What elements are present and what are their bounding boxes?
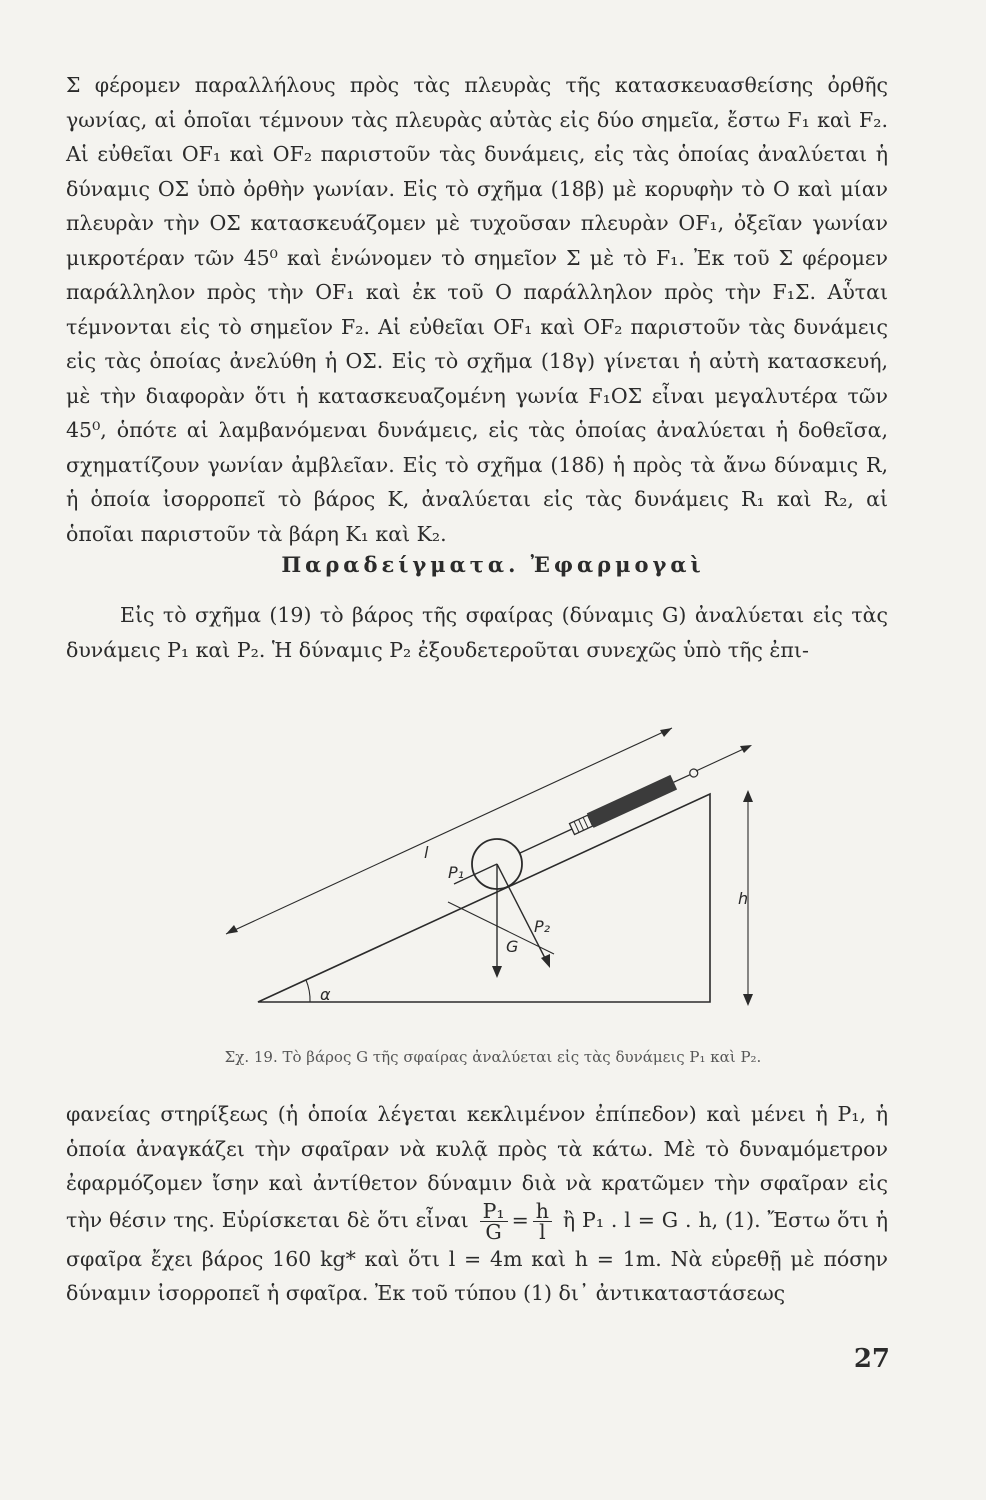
height-arrow-bottom <box>743 994 753 1006</box>
paragraph-1: Σ φέρομεν παραλλήλους πρὸς τὰς πλευρὰς τῆς κατασκευασθείσης ὀρθῆς γωνίας, αἱ ὁποῖαι τέμνουν τὰς πλευρὰς αὐτὰς εἰς δύο σημεῖα, ἔστω F₁ καὶ F₂. Αἱ εὐθεῖαι OF₁ καὶ OF₂ παριστοῦν τὰς δυνάμεις, εἰς τὰς ὁποίας ἀναλύεται ἡ δύναμις ΟΣ ὑπὸ ὀρθὴν γωνίαν. Εἰς τὸ σχῆμα (18β) μὲ κορυφὴν τὸ Ο καὶ μίαν πλευρὰν τὴν ΟΣ κατασκευάζομεν μὲ τυχοῦσαν πλευρὰν OF₁, ὀξεῖαν γωνίαν μικροτέραν τῶν 45⁰ καὶ ἑνώνομεν τὸ σημεῖον Σ μὲ τὸ F₁. Ἐκ τοῦ Σ φέρομεν παράλληλον πρὸς τὴν OF₁ καὶ ἐκ τοῦ Ο παράλληλον πρὸς τὴν F₁Σ. Αὗται τέμνονται εἰς τὸ σημεῖον F₂. Αἱ εὐθεῖαι OF₁ καὶ OF₂ παριστοῦν τὰς δυνάμεις εἰς τὰς ὁποίας ἀνελύθη ἡ ΟΣ. Εἰς τὸ σχῆμα (18γ) γίνεται ἡ αὐτὴ κατασκευή, μὲ τὴν διαφορὰν ὅτι ἡ κατασκευαζομένη γωνία F₁ΟΣ εἶναι μεγαλυτέρα τῶν 45⁰, ὁπότε αἱ λαμβανόμεναι δυνάμεις, εἰς τὰς ὁποίας ἀναλύεται ἡ δοθεῖσα, σχηματίζουν γωνίαν ἀμβλεῖαν. Εἰς τὸ σχῆμα (18δ) ἡ πρὸς τὰ ἄνω δύναμις R, ἡ ὁποία ἰσορροπεῖ τὸ βάρος K, ἀναλύεται εἰς τὰς δυνάμεις R₁ καὶ R₂, αἱ ὁποῖαι παριστοῦν τὰ βάρη K₁ καὶ K₂. <box>66 73 888 546</box>
inclined-plane-triangle <box>258 794 710 1002</box>
pulling-force-arrowhead <box>740 745 752 753</box>
inclined-plane-figure <box>210 712 790 1032</box>
label-l: l <box>424 843 429 862</box>
pulling-force-line <box>696 746 750 771</box>
dynamometer <box>569 764 701 836</box>
paragraph-2: Εἰς τὸ σχῆμα (19) τὸ βάρος τῆς σφαίρας (δύναμις G) ἀναλύεται εἰς τὰς δυνάμεις P₁ καὶ P₂. Ἡ δύναμις P₂ ἐξουδετεροῦται συνεχῶς ὑπὸ τῆς ἐπι- <box>66 603 888 662</box>
paragraph-3-part-b: ἢ P₁ . l = G . h, (1). Ἔστω ὅτι ἡ σφαῖρα ἔχει βάρος 160 kg* καὶ ὅτι l = 4m καὶ h = 1m. Νὰ εὑρεθῇ μὲ πόσην δύναμιν ἰσορροπεῖ ἡ σφαῖρα. Ἐκ τοῦ τύπου (1) δι᾽ ἀντικαταστάσεως <box>66 1207 888 1305</box>
dynamometer-string <box>520 829 572 853</box>
fraction-2-numerator: h <box>533 1201 552 1222</box>
section-heading: Παραδείγματα. Ἐφαρμογαὶ <box>281 552 705 577</box>
fraction-h-over-l <box>533 1198 552 1244</box>
force-p2-vector <box>497 864 548 964</box>
angle-arc <box>306 980 310 1002</box>
figure-caption: Σχ. 19. Τὸ βάρος G τῆς σφαίρας ἀναλύεται εἰς τὰς δυνάμεις P₁ καὶ P₂. <box>224 1048 762 1066</box>
fraction-p1-over-g <box>480 1198 508 1244</box>
length-arrow-lower <box>226 925 238 934</box>
page-number: 27 <box>853 1344 890 1374</box>
length-arrow-upper <box>660 728 672 737</box>
force-p2-arrowhead <box>541 954 550 968</box>
label-h: h <box>738 889 749 908</box>
paragraph-3 <box>66 1097 888 1311</box>
label-alpha: α <box>320 985 331 1004</box>
paragraph-3-part-a: φανείας στηρίξεως (ἡ ὁποία λέγεται κεκλιμένον ἐπίπεδον) καὶ μένει ἡ P₁, ἡ ὁποία ἀναγκάζει τὴν σφαῖραν νὰ κυλᾷ πρὸς τὰ κάτω. Μὲ τὸ δυναμόμετρον ἐφαρμόζομεν ἴσην καὶ ἀντίθετον δύναμιν διὰ νὰ κρατῶμεν τὴν σφαῖραν εἰς τὴν θέσιν της. Εὑρίσκεται δὲ ὅτι εἶναι <box>66 1102 888 1232</box>
height-arrow-top <box>743 790 753 802</box>
label-g: G <box>506 937 519 956</box>
formula-equals: = <box>511 1207 529 1232</box>
fraction-2-denominator: l <box>539 1219 546 1244</box>
force-g-arrowhead <box>492 966 502 978</box>
label-p2: P₂ <box>534 917 551 936</box>
fraction-1-denominator: G <box>485 1219 502 1244</box>
fraction-1-numerator: P₁ <box>480 1201 508 1222</box>
label-p1: P₁ <box>448 863 465 882</box>
